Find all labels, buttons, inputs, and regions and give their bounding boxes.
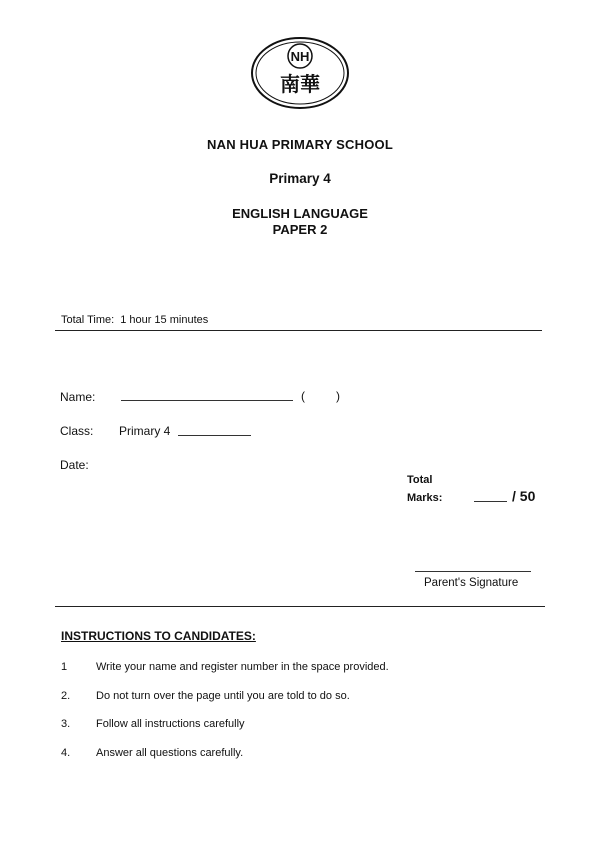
class-field[interactable] <box>178 435 251 436</box>
subject-name: ENGLISH LANGUAGE <box>232 206 368 221</box>
instruction-number: 4. <box>61 747 71 759</box>
divider-bottom <box>55 606 545 607</box>
total-time-label: Total Time: <box>61 314 115 326</box>
level-title: Primary 4 <box>269 171 331 186</box>
total-time-value: 1 hour 15 minutes <box>120 314 209 326</box>
register-paren-open: ( <box>301 389 305 403</box>
total-label: Total <box>407 474 433 486</box>
name-label: Name: <box>60 390 96 404</box>
instructions-title: INSTRUCTIONS TO CANDIDATES: <box>61 629 256 643</box>
register-paren-close: ) <box>336 389 340 403</box>
logo-initials: NH <box>290 49 310 64</box>
marks-max: / 50 <box>512 488 536 504</box>
school-logo <box>250 36 350 110</box>
total-time <box>61 314 208 326</box>
instruction-text: Do not turn over the page until you are told to do so. <box>96 690 350 702</box>
marks-field[interactable] <box>474 501 507 502</box>
school-name: NAN HUA PRIMARY SCHOOL <box>207 137 393 152</box>
instruction-text: Follow all instructions carefully <box>96 718 245 730</box>
logo-chinese-name: 南華 <box>280 72 320 96</box>
instruction-text: Write your name and register number in the space provided. <box>96 661 389 673</box>
marks-label: Marks: <box>407 492 443 504</box>
instruction-number: 1 <box>61 661 68 673</box>
subject-title <box>0 206 600 238</box>
instruction-text: Answer all questions carefully. <box>96 747 244 759</box>
instruction-number: 2. <box>61 690 71 702</box>
signature-label: Parent's Signature <box>424 577 519 589</box>
divider-top <box>55 330 542 331</box>
date-label: Date: <box>60 458 89 472</box>
paper-number: PAPER 2 <box>272 222 328 237</box>
name-field[interactable] <box>121 400 293 401</box>
class-label: Class: <box>60 424 94 438</box>
signature-field[interactable] <box>415 571 531 572</box>
class-value: Primary 4 <box>119 424 171 438</box>
instruction-number: 3. <box>61 718 71 730</box>
